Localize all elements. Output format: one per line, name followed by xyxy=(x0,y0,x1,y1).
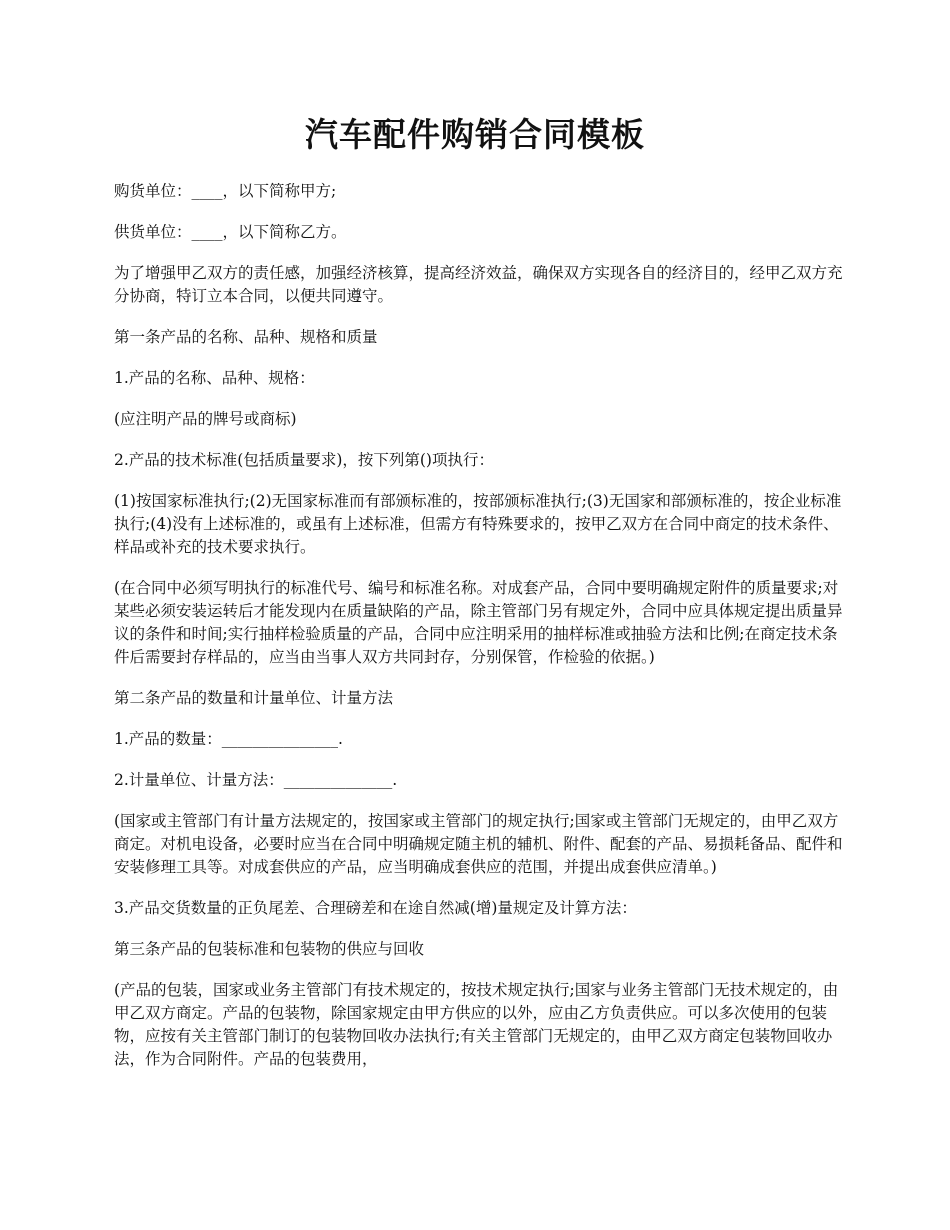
buyer-line: 购货单位：____，以下简称甲方; xyxy=(114,182,337,200)
article-2-item-3: 3.产品交货数量的正负尾差、合理磅差和在途自然减(增)量规定及计算方法： xyxy=(114,899,637,917)
article-2-item-1: 1.产品的数量：_______________. xyxy=(114,730,343,748)
article-1-note-2: (在合同中必须写明执行的标准代号、编号和标准名称。对成套产品，合同中要明确规定附件的质量要求;对某些必须安装运转后才能发现内在质量缺陷的产品，除主管部门另有规定外，合同中应具体规定提出质量异议的条件和时间;实行抽样检验质量的产品，合同中应注明采用的抽样标准或抽验方法和比例;在商定技术条件后需要封存样品的，应当由当事人双方共同封存，分别保管，作检验的依据。) xyxy=(114,579,843,666)
article-2-note: (国家或主管部门有计量方法规定的，按国家或主管部门的规定执行;国家或主管部门无规定的，由甲乙双方商定。对机电设备，必要时应当在合同中明确规定随主机的辅机、附件、配套的产品、易损耗备品、配件和安装修理工具等。对成套供应的产品，应当明确成套供应的范围，并提出成套供应清单。) xyxy=(114,812,843,876)
article-1-item-2: 2.产品的技术标准(包括质量要求)，按下列第()项执行： xyxy=(114,451,494,469)
seller-line: 供货单位：____，以下简称乙方。 xyxy=(114,223,347,241)
article-2-item-2: 2.计量单位、计量方法：______________. xyxy=(114,771,398,789)
document-title: 汽车配件购销合同模板 xyxy=(305,115,645,154)
article-1-standards-paragraph: (1)按国家标准执行;(2)无国家标准而有部颁标准的，按部颁标准执行;(3)无国家和部颁标准的，按企业标准执行;(4)没有上述标准的，或虽有上述标准，但需方有特殊要求的，按甲乙双方在合同中商定的技术条件、样品或补充的技术要求执行。 xyxy=(114,492,842,556)
document-body xyxy=(114,180,850,1089)
article-1-note-1: (应注明产品的牌号或商标) xyxy=(114,410,297,428)
article-1-heading: 第一条产品的名称、品种、规格和质量 xyxy=(114,328,378,346)
article-3-heading: 第三条产品的包装标准和包装物的供应与回收 xyxy=(114,940,425,958)
article-1-item-1: 1.产品的名称、品种、规格： xyxy=(114,369,315,387)
preamble-paragraph: 为了增强甲乙双方的责任感，加强经济核算，提高经济效益，确保双方实现各自的经济目的，经甲乙双方充分协商，特订立本合同，以便共同遵守。 xyxy=(114,264,843,305)
article-3-note: (产品的包装，国家或业务主管部门有技术规定的，按技术规定执行;国家与业务主管部门无技术规定的，由甲乙双方商定。产品的包装物，除国家规定由甲方供应的以外，应由乙方负责供应。可以多次使用的包装物，应按有关主管部门制订的包装物回收办法执行;有关主管部门无规定的，由甲乙双方商定包装物回收办法，作为合同附件。产品的包装费用， xyxy=(114,981,839,1068)
article-2-heading: 第二条产品的数量和计量单位、计量方法 xyxy=(114,689,394,707)
